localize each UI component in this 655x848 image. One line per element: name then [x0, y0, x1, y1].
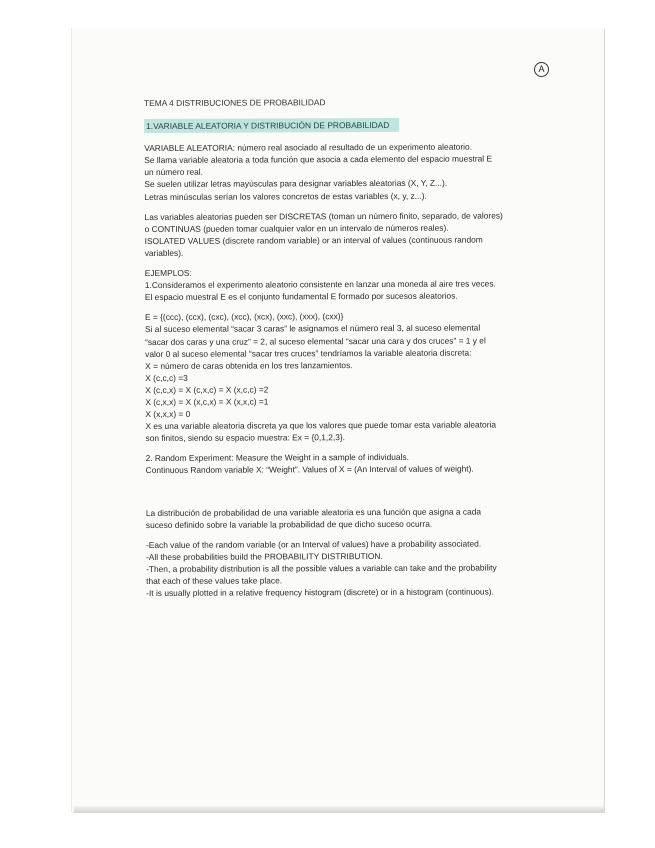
formula-line: X (x,x,x) = 0 [145, 408, 191, 420]
text-line: valor 0 al suceso elemental “sacar tres cruces” tendríamos la variable aleatoria discreta: [145, 347, 472, 359]
document-title: TEMA 4 DISTRIBUCIONES DE PROBABILIDAD [144, 97, 326, 108]
definition-paragraph [144, 141, 516, 203]
formula-line: X (c,x,x) = X (x,c,x) = X (x,x,c) =1 [145, 396, 269, 407]
text-line: X = número de caras obtenida en los tres lanzamientos. [145, 359, 353, 371]
example-1 [145, 310, 518, 445]
bullet-line: -It is usually plotted in a relative frequency histogram (discrete) or in a histogram (continuous). [146, 586, 494, 599]
example-2 [146, 451, 518, 477]
types-paragraph [144, 209, 516, 259]
text-line: “sacar dos caras y una cruz” = 2, al suceso elemental “sacar una cara y dos cruces” = 1 y el [145, 335, 486, 347]
text-line: El espacio muestral E es el conjunto fundamental E formado por sucesos aleatorios. [144, 290, 458, 303]
text-line: o CONTINUAS (pueden tomar cualquier valor en un intervalo de números reales). [144, 222, 449, 234]
document-body [144, 95, 518, 599]
bullet-line: -Each value of the random variable (or an Interval of values) have a probability associated. [145, 538, 482, 550]
examples-heading: EJEMPLOS: [144, 267, 192, 279]
bullet-line: -Then, a probability distribution is all the possible values a variable can take and the probability [146, 562, 497, 574]
text-line: Si al suceso elemental “sacar 3 caras” le asignamos el número real 3, al suceso elemental [144, 322, 481, 335]
examples-intro [145, 265, 517, 303]
text-line: Las variables aleatorias pueden ser DISCRETAS (toman un número finito, separado, de valores) [144, 210, 503, 222]
formula-line: X (c,c,c) =3 [145, 372, 188, 383]
bullet-line: -All these probabilities build the PROBABILITY DISTRIBUTION. [145, 550, 383, 562]
formula-line: X (c,c,x) = X (c,x,c) = X (x,c,c) =2 [145, 384, 269, 395]
paper-edge [74, 806, 604, 812]
distribution-definition [146, 505, 518, 531]
text-line: VARIABLE ALEATORIA: número real asociado al resultado de un experimento aleatorio. [144, 141, 472, 154]
text-line: ISOLATED VALUES (discrete random variable) or an interval of values (continuous random [144, 234, 483, 246]
bullet-line: that each of these values take place. [146, 575, 283, 586]
text-line: La distribución de probabilidad de una variable aleatoria es una función que asigna a cada [145, 506, 482, 518]
text-line: 2. Random Experiment: Measure the Weight in a sample of individuals. [145, 452, 409, 464]
text-line: Continuous Random variable X: “Weight”. Values of X = (An Interval of values of weight). [145, 464, 474, 476]
distribution-notes [146, 537, 518, 599]
text-line: Se llama variable aleatoria a toda función que asocia a cada elemento del espacio muestral E [144, 153, 493, 166]
page-mark-circled-letter: A [534, 62, 549, 77]
text-line: Letras minúsculas serían los valores concretos de estas variables (x, y, z...). [144, 190, 427, 202]
text-line: un número real. [144, 167, 204, 178]
text-line: X es una variable aleatoria discreta ya que los valores que puede tomar esta variable aleatoria [145, 419, 497, 432]
text-line: son finitos, siendo su espacio muestra: Ex = {0,1,2,3}. [145, 432, 346, 444]
text-line: 1.Consideramos el experimento aleatorio consistente en lanzar una moneda al aire tres veces. [144, 278, 496, 291]
text-line: variables). [144, 247, 184, 258]
text-line: Se suelen utilizar letras mayúsculas para designar variables aleatorias (X, Y, Z...). [144, 178, 448, 190]
sample-space-line: E = {(ccc), (ccx), (cxc), (xcc), (xcx), (xxc), (xxx), (cxx)} [144, 311, 344, 323]
text-line: suceso definido sobre la variable la probabilidad de que dicho suceso ocurra. [145, 518, 433, 530]
section-heading: 1.VARIABLE ALEATORIA Y DISTRIBUCIÓN DE PROBABILIDAD [144, 118, 399, 133]
